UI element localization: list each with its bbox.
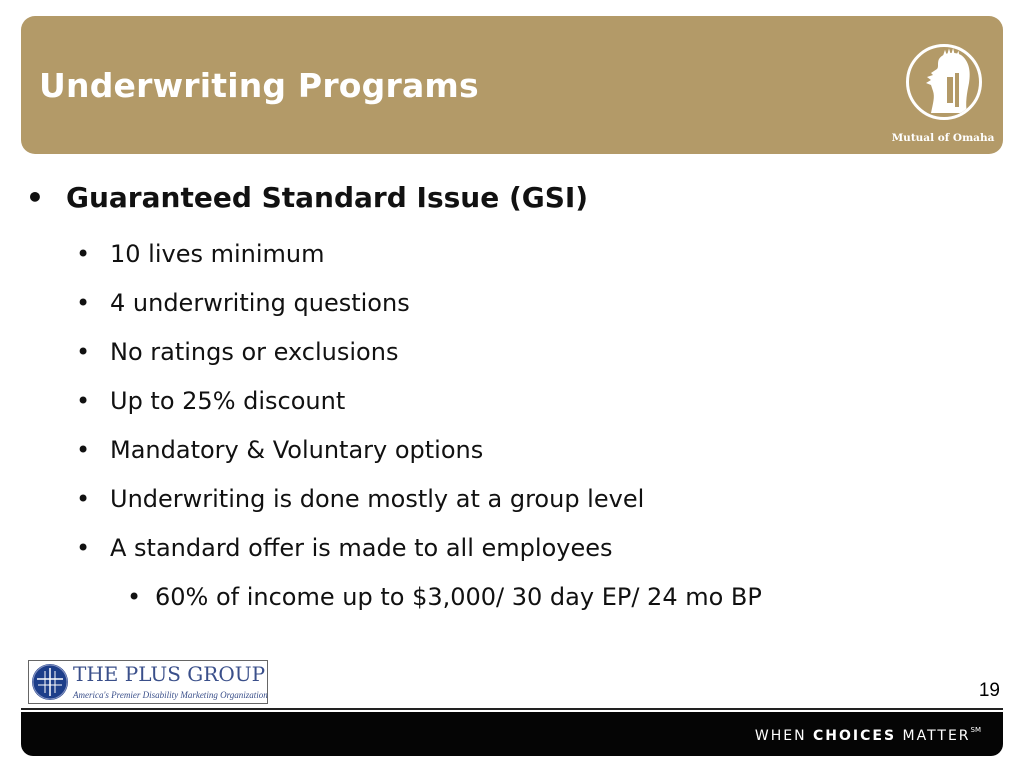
list-item-text: Up to 25% discount bbox=[110, 387, 346, 415]
bullet-dot-icon: • bbox=[26, 181, 44, 214]
list-item-text: 4 underwriting questions bbox=[110, 289, 410, 317]
globe-emblem-icon bbox=[32, 664, 68, 700]
list-item-text: A standard offer is made to all employees bbox=[110, 534, 613, 562]
plus-group-subtitle: America's Premier Disability Marketing Organization bbox=[73, 690, 268, 700]
bullet-dot-icon: • bbox=[76, 387, 91, 415]
list-item-text: Underwriting is done mostly at a group level bbox=[110, 485, 645, 513]
bullet-dot-icon: • bbox=[76, 485, 91, 513]
list-item-text: No ratings or exclusions bbox=[110, 338, 399, 366]
plus-group-logo bbox=[28, 660, 268, 704]
slide-title: Underwriting Programs bbox=[39, 66, 479, 105]
bullet-dot-icon: • bbox=[76, 338, 91, 366]
footer-bar bbox=[21, 712, 1003, 756]
page-number: 19 bbox=[978, 680, 1000, 701]
tagline-suffix: MATTER bbox=[896, 728, 971, 744]
list-item-text: Mandatory & Voluntary options bbox=[110, 436, 484, 464]
bullet-dot-icon: • bbox=[127, 583, 142, 611]
indian-head-logo-icon bbox=[906, 44, 982, 120]
tagline bbox=[755, 726, 981, 744]
tagline-bold: CHOICES bbox=[813, 728, 897, 744]
sub-list-item-text: 60% of income up to $3,000/ 30 day EP/ 24 mo BP bbox=[155, 583, 762, 611]
bullet-dot-icon: • bbox=[76, 289, 91, 317]
list-item-text: 10 lives minimum bbox=[110, 240, 325, 268]
logo-wordmark: Mutual of Omaha bbox=[891, 132, 995, 144]
plus-group-name: THE PLUS GROUP bbox=[73, 662, 266, 686]
footer-divider bbox=[21, 708, 1003, 710]
bullet-dot-icon: • bbox=[76, 534, 91, 562]
service-mark: SM bbox=[970, 726, 981, 734]
title-bar bbox=[21, 16, 1003, 154]
mutual-of-omaha-logo bbox=[873, 44, 993, 148]
bullet-heading-text: Guaranteed Standard Issue (GSI) bbox=[66, 181, 589, 214]
tagline-prefix: WHEN bbox=[754, 728, 814, 744]
bullet-dot-icon: • bbox=[76, 436, 91, 464]
bullet-dot-icon: • bbox=[76, 240, 91, 268]
